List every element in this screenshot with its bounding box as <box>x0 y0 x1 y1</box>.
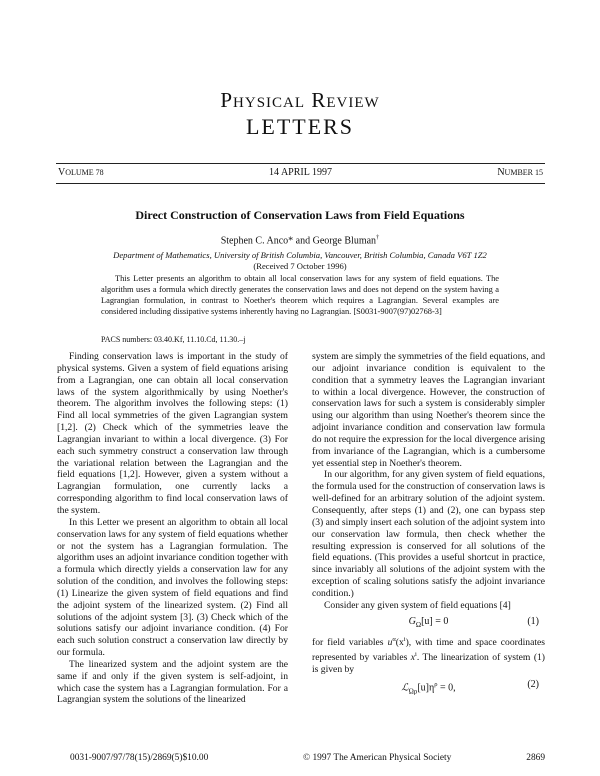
paragraph: system are simply the symmetries of the field equations, and our adjoint invariance condition is equivalent to the condition that a symmetry leaves the Lagrangian invariant to within a local divergence. However, the construction of conservation laws for such a system is considerably simpler using our algorithm than using Noether's theorem since the adjoint invariance condition and conservation law formula do not require the expression for the local divergence arising from invariance of the Lagrangian, which is a cumbersome yet essential step in Noether's theorem. <box>312 351 545 469</box>
equation-number: (1) <box>527 615 539 627</box>
journal-name-cap: P <box>220 88 234 112</box>
article-title: Direct Construction of Conservation Laws from Field Equations <box>135 208 465 222</box>
paragraph: Consider any given system of field equations [4] <box>324 599 511 611</box>
article-affiliation: Department of Mathematics, University of British Columbia, Vancouver, British Columbia, Canada V6T 1Z2 <box>113 250 487 260</box>
journal-name-line1 <box>0 88 600 113</box>
equation-expression: $G_\Omega[u] = 0$ <box>408 615 449 629</box>
paragraph: for field variables $u^\alpha(x^i)$, with time and space coordinates represented by variables $x^i$. The linearization of system (1) is given by <box>312 635 546 675</box>
journal-name-cap: R <box>311 88 327 112</box>
equation-1 <box>312 612 545 634</box>
page-number: 2869 <box>526 753 545 763</box>
paragraph: In this Letter we present an algorithm to obtain all local conservation laws for any system of field equations whether or not the system has a Lagrangian formulation. The algorithm uses an adjoint invariance condition together with a formula which directly yields a conservation law for any solution of the condition, and involves the following steps: (1) Linearize the given system of field equations and find the adjoint system of the linearized system. (2) Find all solutions of the adjoint system [3]. (3) Check which of the solutions satisfy our adjoint invariance condition. (4) For each such solution construct a conservation law directly by our formula. <box>57 516 288 659</box>
paragraph: Finding conservation laws is important in the study of physical systems. Given a system of field equations arising from a Lagrangian, one can obtain all local conservation laws of the system algorithmically by using Noether's theorem. The algorithm involves the following steps: (1) Find all local symmetries of the given Lagrangian system [1,2]. (2) Check which of the symmetries leave the Lagrangian invariant to within a local divergence. (3) For each such symmetry construct a conservation law through the variational relation between the Lagrangian and the field equations [1,2]. However, given a system without a Lagrangian formulation, one currently lacks a corresponding algorithm to find local conservation laws of the system. <box>57 351 288 516</box>
volume-label: VOLUME 78 <box>58 167 104 178</box>
paragraph: In our algorithm, for any given system of field equations, the formula used for the construction of conservation laws is well-defined for an arbitrary solution of the adjoint system. Consequently, after steps (1) and (2), one can bypass step (3) and simply insert each solution of the adjoint system into our conservation law formula, then check whether the resulting expression is conserved for all solutions of the field equations. (This provides a useful shortcut in practice, since invariably all solutions of the adjoint system with the exception of scaling solutions satisfy the adjoint invariance condition.) <box>312 469 545 599</box>
body-column-left <box>57 351 288 706</box>
equation-2 <box>312 675 545 697</box>
paragraph: The linearized system and the adjoint system are the same if and only if the given system is self-adjoint, in which case the system has a Lagrangian formulation. For a Lagrangian system the solutions of the linearized <box>57 658 288 706</box>
body-column-right <box>312 351 545 697</box>
number-label: NUMBER 15 <box>497 167 543 178</box>
journal-name-smallcaps: HYSICAL <box>233 95 306 111</box>
issue-bar <box>58 167 543 181</box>
page-footer <box>57 753 545 765</box>
pacs-numbers: PACS numbers: 03.40.Kf, 11.10.Cd, 11.30.–j <box>101 335 246 344</box>
header-rule-top <box>56 163 545 164</box>
copyright: © 1997 The American Physical Society <box>303 753 452 763</box>
article-code: 0031-9007/97/78(15)/2869(5)$10.00 <box>70 753 209 763</box>
equation-number: (2) <box>527 679 539 691</box>
equation-expression: $ℒ_{\Omega\rho}[u]\eta^\rho = 0$, <box>401 681 456 696</box>
journal-name-line2: LETTERS <box>245 114 355 139</box>
article-received: (Received 7 October 1996) <box>253 261 347 271</box>
article-abstract: This Letter presents an algorithm to obtain all local conservation laws for any system of field equations. The algorithm uses a formula which directly generates the conservation laws and does not depend on the system having a Lagrangian formulation, in contrast to Noether's theorem which requires a Lagrangian. Several examples are considered including dissipative systems inherently having no Lagrangian. [S0031-9007(97)02768-3] <box>101 274 499 316</box>
journal-name-smallcaps: EVIEW <box>326 95 380 111</box>
article-authors: Stephen C. Anco* and George Bluman† <box>220 234 380 247</box>
issue-date: 14 APRIL 1997 <box>269 167 332 178</box>
header-rule-bottom <box>56 183 545 184</box>
